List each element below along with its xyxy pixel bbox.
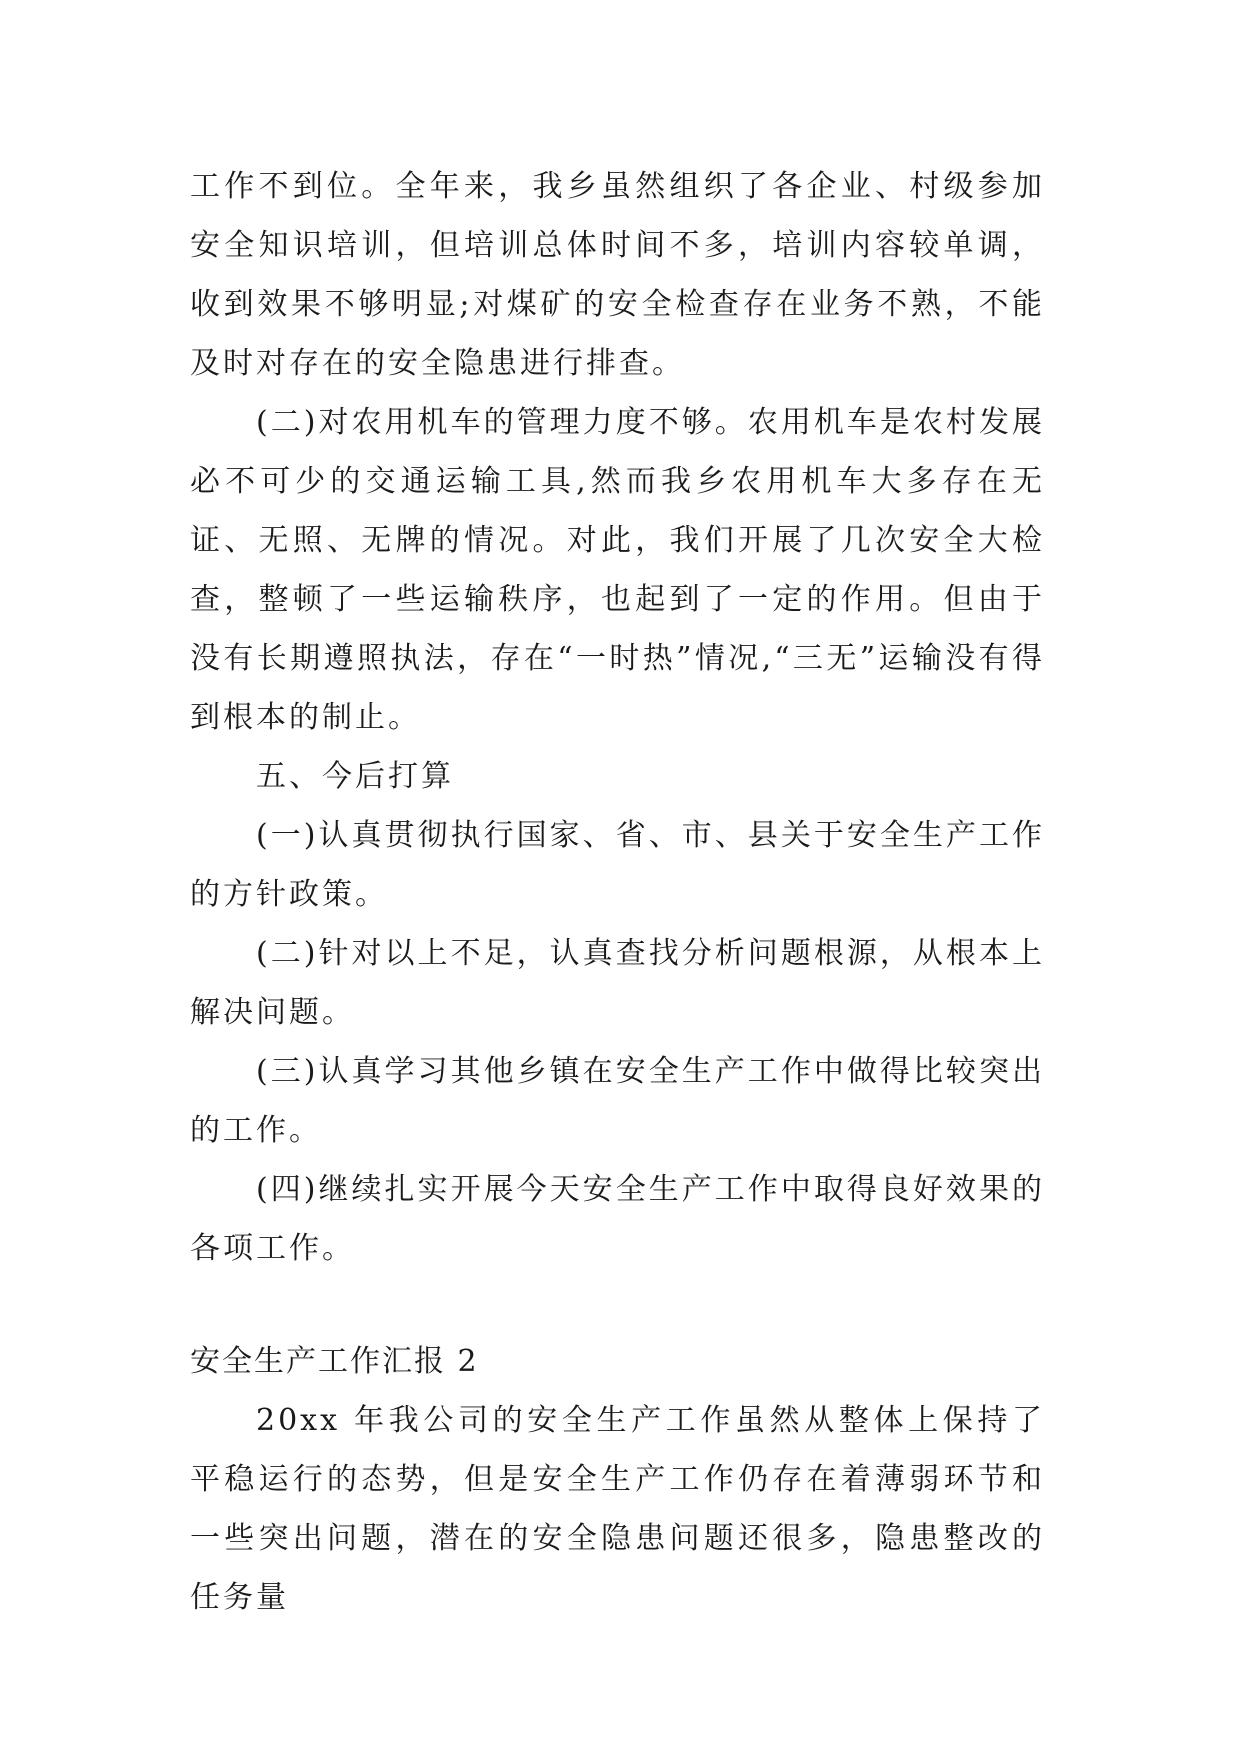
- section-heading-future-plans: 五、今后打算: [256, 759, 454, 794]
- plan-item-4: (四)继续扎实开展今天安全生产工作中取得良好效果的各项工作。: [190, 1172, 1045, 1266]
- report-2-title: 安全生产工作汇报 2: [190, 1344, 479, 1379]
- plan-item-2: (二)针对以上不足，认真查找分析问题根源，从根本上解决问题。: [190, 936, 1045, 1030]
- paragraph-training-shortcomings: 工作不到位。全年来，我乡虽然组织了各企业、村级参加安全知识培训，但培训总体时间不多，培训内容较单调，收到效果不够明显;对煤矿的安全检查存在业务不熟，不能及时对存在的安全隐患进行排查。: [190, 169, 1045, 381]
- report-2-opening-paragraph: 20xx 年我公司的安全生产工作虽然从整体上保持了平稳运行的态势，但是安全生产工作仍存在着薄弱环节和一些突出问题，潜在的安全隐患问题还很多，隐患整改的任务量: [190, 1403, 1045, 1615]
- paragraph-farm-vehicle-management: (二)对农用机车的管理力度不够。农用机车是农村发展必不可少的交通运输工具,然而我乡农用机车大多存在无证、无照、无牌的情况。对此，我们开展了几次安全大检查，整顿了一些运输秩序，也起到了一定的作用。但由于没有长期遵照执法，存在“一时热”情况,“三无”运输没有得到根本的制止。: [190, 405, 1045, 735]
- plan-item-1: (一)认真贯彻执行国家、省、市、县关于安全生产工作的方针政策。: [190, 818, 1045, 912]
- plan-item-3: (三)认真学习其他乡镇在安全生产工作中做得比较突出的工作。: [190, 1054, 1045, 1148]
